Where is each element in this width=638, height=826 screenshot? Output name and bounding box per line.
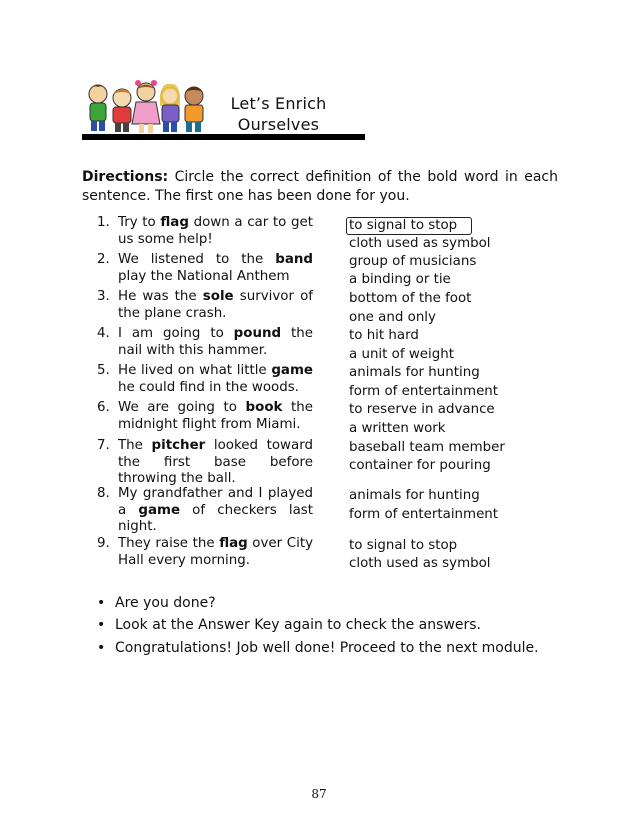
bold-word: game bbox=[271, 363, 313, 378]
directions-text: Circle the correct definition of the bold word in each sentence. The first one has been done for you. bbox=[82, 169, 558, 204]
question-text: over City Hall every morning. bbox=[118, 536, 313, 568]
question-number: 3. bbox=[97, 289, 110, 304]
bold-word: pitcher bbox=[151, 438, 206, 453]
bullet-item-1 bbox=[97, 594, 216, 612]
question-text: He was the bbox=[118, 289, 203, 304]
directions-label: Directions: bbox=[82, 169, 169, 185]
answer-option[interactable]: animals for hunting bbox=[349, 488, 480, 503]
question-text: the midnight flight from Miami. bbox=[118, 400, 314, 432]
directions bbox=[82, 168, 558, 206]
title-line-2: Ourselves bbox=[237, 115, 320, 134]
answer-option[interactable]: a unit of weight bbox=[349, 347, 454, 362]
answer-option[interactable]: a written work bbox=[349, 421, 446, 436]
question-text: My grandfather and I played a bbox=[118, 486, 313, 518]
bold-word: band bbox=[275, 252, 313, 267]
answer-option[interactable]: one and only bbox=[349, 310, 436, 325]
answer-option[interactable]: to reserve in advance bbox=[349, 402, 495, 417]
question-text: survivor of the plane crash. bbox=[118, 289, 314, 321]
bold-word: book bbox=[245, 400, 283, 415]
answer-option[interactable]: to signal to stop bbox=[349, 538, 458, 553]
question-text: looked toward the first base before throwing the ball. bbox=[118, 438, 313, 486]
answer-option[interactable]: bottom of the foot bbox=[349, 291, 472, 306]
question-text: He lived on what little bbox=[118, 363, 272, 378]
bold-word: pound bbox=[233, 326, 282, 341]
answer-option-circled[interactable]: to signal to stop bbox=[346, 217, 472, 235]
question-number: 7. bbox=[97, 438, 110, 453]
question-text: They raise the bbox=[118, 536, 220, 551]
bullet-item-3 bbox=[97, 639, 539, 657]
question-text: I am going to bbox=[118, 326, 234, 341]
question-text: he could find in the woods. bbox=[118, 379, 299, 395]
bold-word: sole bbox=[202, 289, 234, 304]
bold-word: game bbox=[138, 502, 181, 518]
bold-word: flag bbox=[219, 536, 248, 551]
question-text: of checkers last night. bbox=[118, 502, 314, 534]
answer-option[interactable]: container for pouring bbox=[349, 458, 491, 473]
children-illustration bbox=[82, 72, 214, 138]
question-number: 1. bbox=[97, 215, 110, 230]
bullet-text: Look at the Answer Key again to check the answers. bbox=[115, 617, 481, 633]
question-number: 8. bbox=[97, 486, 110, 501]
question-text: down a car to get us some help! bbox=[118, 215, 313, 247]
title-line-1: Let’s Enrich bbox=[230, 94, 327, 113]
question-text: Try to bbox=[118, 215, 161, 230]
question-number: 5. bbox=[97, 363, 110, 378]
title-underline-bar bbox=[82, 134, 365, 140]
answer-option[interactable]: to hit hard bbox=[349, 328, 419, 343]
answer-option[interactable]: group of musicians bbox=[349, 254, 477, 269]
question-number: 9. bbox=[97, 536, 110, 551]
question-text: We are going to bbox=[118, 400, 246, 415]
bold-word: flag bbox=[160, 215, 189, 230]
question-text: the nail with this hammer. bbox=[118, 326, 313, 358]
bullet-text: Congratulations! Job well done! Proceed to the next module. bbox=[115, 640, 539, 656]
answer-option[interactable]: form of entertainment bbox=[349, 384, 499, 399]
answer-option[interactable]: a binding or tie bbox=[349, 272, 451, 287]
answer-option[interactable]: baseball team member bbox=[349, 440, 505, 455]
bullet-glyph: • bbox=[97, 640, 106, 656]
answer-option[interactable]: animals for hunting bbox=[349, 365, 480, 380]
answer-option[interactable]: cloth used as symbol bbox=[349, 236, 491, 251]
question-number: 6. bbox=[97, 400, 110, 415]
question-text: We listened to the bbox=[118, 252, 276, 267]
question-text: play the National Anthem bbox=[118, 268, 290, 284]
bullet-item-2 bbox=[97, 616, 481, 634]
bullet-text: Are you done? bbox=[115, 595, 216, 611]
page-number: 87 bbox=[311, 787, 327, 801]
bullet-glyph: • bbox=[97, 595, 106, 611]
question-number: 2. bbox=[97, 252, 110, 267]
answer-option[interactable]: form of entertainment bbox=[349, 507, 499, 522]
question-text: The bbox=[118, 438, 152, 453]
bullet-glyph: • bbox=[97, 617, 106, 633]
answer-option[interactable]: cloth used as symbol bbox=[349, 556, 491, 571]
question-number: 4. bbox=[97, 326, 110, 341]
